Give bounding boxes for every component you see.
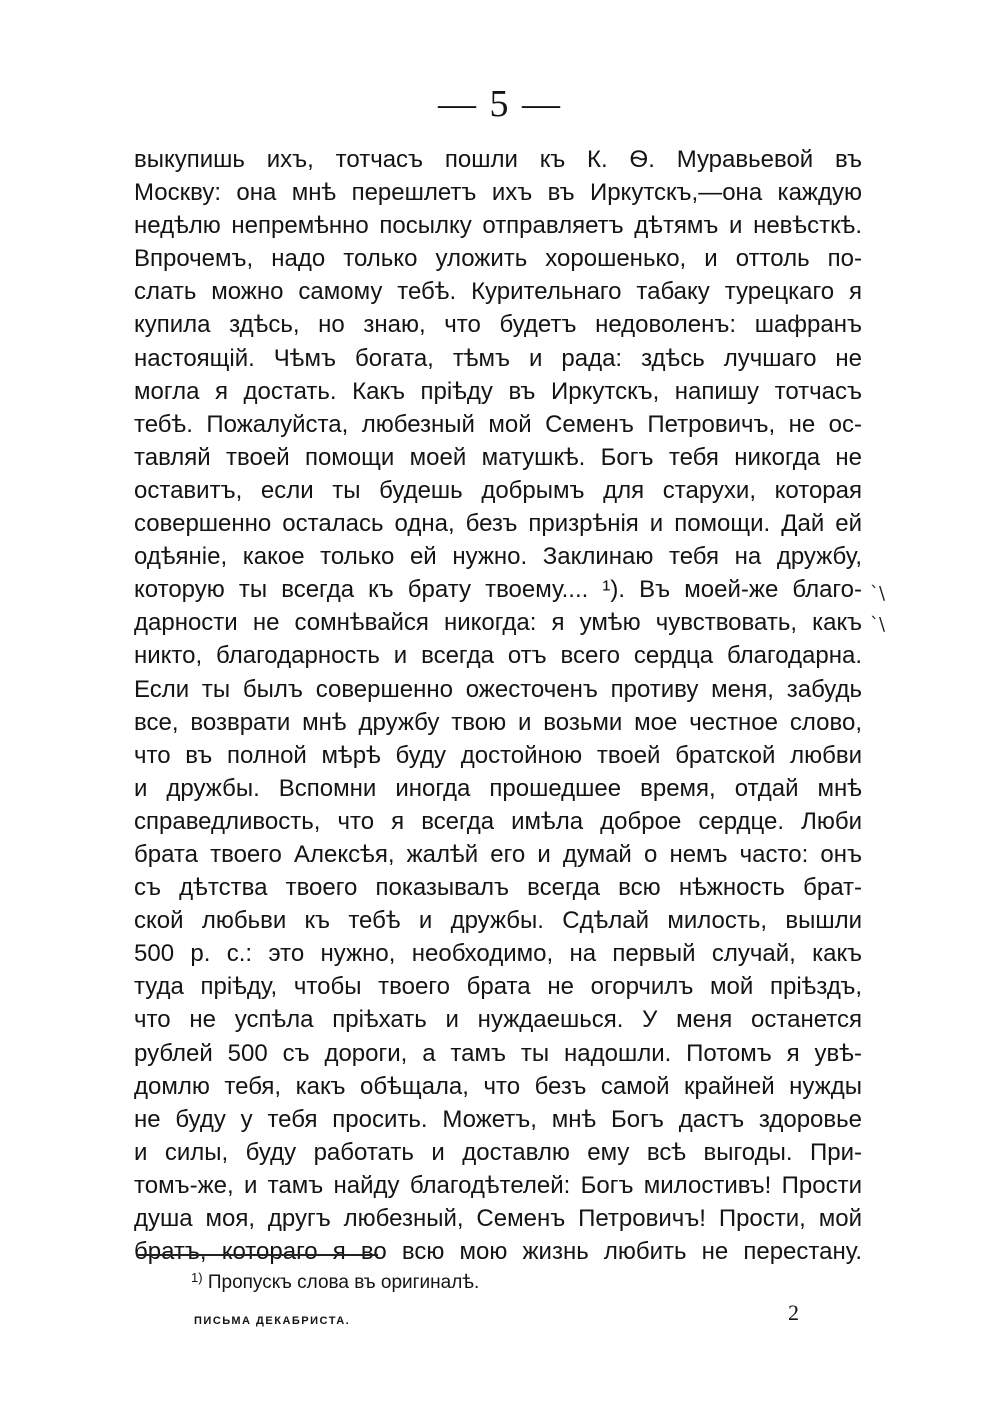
text-line: рублей 500 съ дороги, а тамъ ты надошли. Потомъ я увѣ- (134, 1039, 862, 1067)
text-line: 500 р. с.: это нужно, необходимо, на первый случай, какъ (134, 940, 862, 968)
text-line: выкупишь ихъ, тотчасъ пошли къ К. Ѳ. Муравьевой въ (134, 146, 862, 173)
text-line: и дружбы. Вспомни иногда прошедшее время, отдай мнѣ (134, 774, 862, 802)
footnote (191, 1265, 479, 1296)
text-line: съ дѣтства твоего показывалъ всегда всю нѣжность брат- (134, 874, 862, 902)
letter-body-text (134, 143, 862, 1268)
text-line: и силы, буду работать и доставлю ему всѣ выгоды. При- (134, 1138, 862, 1166)
text-line: настоящій. Чѣмъ богата, тѣмъ и рада: здѣсь лучшаго не (134, 344, 862, 372)
text-line: тавляй твоей помощи моей матушкѣ. Богъ тебя никогда не (134, 443, 862, 471)
text-line: Если ты былъ совершенно ожесточенъ противу меня, забудь (134, 675, 862, 703)
text-line: что не успѣла пріѣхать и нуждаешься. У меня останется (134, 1006, 862, 1034)
text-line: домлю тебя, какъ обѣщала, что безъ самой крайней нужды (134, 1072, 862, 1100)
text-line: Москву: она мнѣ перешлетъ ихъ въ Иркутскъ,—она каждую (134, 179, 862, 207)
text-line: слать можно самому тебѣ. Курительнаго табаку турецкаго я (134, 278, 862, 306)
page-number-header: — 5 — (438, 83, 562, 125)
text-line: одѣяніе, какое только ей нужно. Заклинаю тебя на дружбу, (134, 543, 862, 571)
text-line: тебѣ. Пожалуйста, любезный мой Семенъ Петровичъ, не ос- (134, 410, 862, 438)
text-line: ской любьви къ тебѣ и дружбы. Сдѣлай милость, вышли (134, 907, 862, 935)
text-line: все, возврати мнѣ дружбу твою и возьми мое честное слово, (134, 708, 862, 736)
sheet-number: 2 (788, 1300, 799, 1325)
text-line: Впрочемъ, надо только уложить хорошенько, и оттоль по- (134, 245, 862, 273)
text-line: которую ты всегда къ брату твоему.... ¹). Въ моей-же благо- (134, 576, 862, 604)
text-line: брата твоего Алексѣя, жалѣй его и думай о немъ часто: онъ (134, 840, 862, 868)
footnote-divider (136, 1254, 378, 1256)
text-line: братъ, котораго я во всю мою жизнь любить не перестану. (134, 1238, 862, 1266)
text-line: туда пріѣду, чтобы твоего брата не огорчилъ мой пріѣздъ, (134, 973, 862, 1001)
text-line: совершенно осталась одна, безъ призрѣнія и помощи. Дай ей (134, 510, 862, 538)
text-line: недѣлю непремѣнно посылку отправляетъ дѣтямъ и невѣсткѣ. (134, 212, 862, 240)
margin-annotation-mark: ˋ\ (870, 614, 886, 635)
text-line: могла я достать. Какъ пріѣду въ Иркутскъ, напишу тотчасъ (134, 377, 862, 405)
text-line: купила здѣсь, но знаю, что будетъ недоволенъ: шафранъ (134, 311, 862, 339)
text-line: справедливость, что я всегда имѣла доброе сердце. Люби (134, 807, 862, 835)
footnote-marker: 1) (191, 1270, 203, 1285)
text-line: оставитъ, если ты будешь добрымъ для старухи, которая (134, 476, 862, 504)
text-line: не буду у тебя просить. Можетъ, мнѣ Богъ дастъ здоровье (134, 1105, 862, 1133)
text-line: никто, благодарность и всегда отъ всего сердца благодарна. (134, 642, 862, 670)
text-line: дарности не сомнѣвайся никогда: я умѣю чувствовать, какъ (134, 609, 862, 637)
text-line: душа моя, другъ любезный, Семенъ Петровичъ! Прости, мой (134, 1205, 862, 1232)
text-line: томъ-же, и тамъ найду благодѣтелей: Богъ милостивъ! Прости (134, 1171, 862, 1199)
signature-mark: ПИСЬМА ДЕКАБРИСТА. (194, 1315, 351, 1327)
text-line: что въ полной мѣрѣ буду достойною твоей братской любви (134, 741, 862, 769)
margin-annotation-mark: ˋ\ (870, 583, 886, 604)
footnote-text: Пропускъ слова въ оригиналѣ. (207, 1272, 480, 1293)
